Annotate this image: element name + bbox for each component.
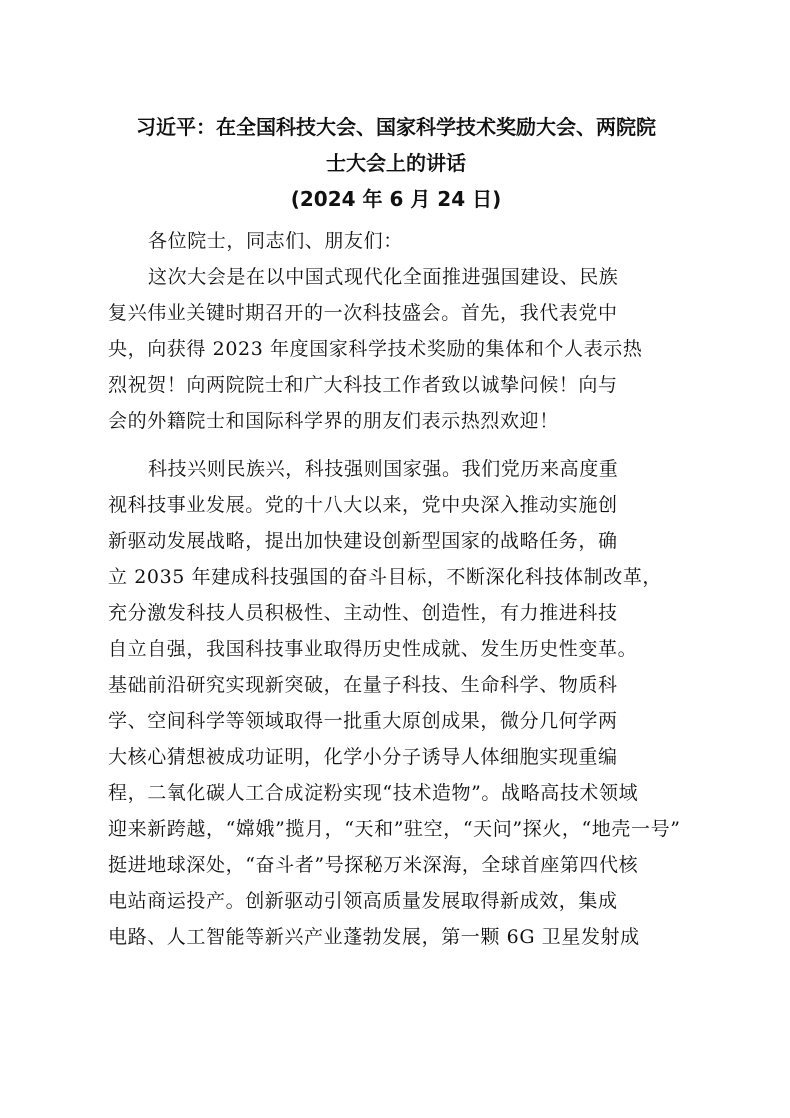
body-line: 学、空间科学等领域取得一批重大原创成果，微分几何学两	[108, 710, 618, 732]
body-line: 这次大会是在以中国式现代化全面推进强国建设、民族	[148, 266, 619, 288]
body-line: 会的外籍院士和国际科学界的朋友们表示热烈欢迎！	[108, 410, 559, 432]
body-line: 迎来新跨越，“嫦娥”揽月，“天和”驻空，“天问”探火，“地壳一号”	[108, 818, 681, 840]
document-title-line-2: 士大会上的讲话	[326, 151, 466, 175]
body-line: 自立自强，我国科技事业取得历史性成就、发生历史性变革。	[108, 638, 638, 660]
document-date: (2024 年 6 月 24 日)	[290, 187, 502, 211]
body-line: 电路、人工智能等新兴产业蓬勃发展，第一颗 6G 卫星发射成	[108, 926, 640, 948]
document-title-line-1: 习近平：在全国科技大会、国家科学技术奖励大会、两院院	[136, 115, 656, 139]
body-line: 烈祝贺！向两院院士和广大科技工作者致以诚挚问候！向与	[108, 374, 618, 396]
body-line: 充分激发科技人员积极性、主动性、创造性，有力推进科技	[108, 602, 618, 624]
body-line: 央，向获得 2023 年度国家科学技术奖励的集体和个人表示热	[108, 338, 643, 360]
body-line: 复兴伟业关键时期召开的一次科技盛会。首先，我代表党中	[108, 302, 618, 324]
body-line: 立 2035 年建成科技强国的奋斗目标，不断深化科技体制改革，	[108, 566, 663, 588]
body-line: 科技兴则民族兴，科技强则国家强。我们党历来高度重	[148, 458, 619, 480]
body-line: 挺进地球深处，“奋斗者”号探秘万米深海，全球首座第四代核	[108, 854, 639, 876]
salutation-line: 各位院士，同志们、朋友们：	[148, 230, 403, 252]
body-line: 电站商运投产。创新驱动引领高质量发展取得新成效，集成	[108, 890, 618, 912]
body-line: 新驱动发展战略，提出加快建设创新型国家的战略任务，确	[108, 530, 618, 552]
body-line: 大核心猜想被成功证明，化学小分子诱导人体细胞实现重编	[108, 746, 618, 768]
body-line: 程，二氧化碳人工合成淀粉实现“技术造物”。战略高技术领域	[108, 782, 639, 804]
body-line: 基础前沿研究实现新突破，在量子科技、生命科学、物质科	[108, 674, 618, 696]
body-line: 视科技事业发展。党的十八大以来，党中央深入推动实施创	[108, 494, 618, 516]
